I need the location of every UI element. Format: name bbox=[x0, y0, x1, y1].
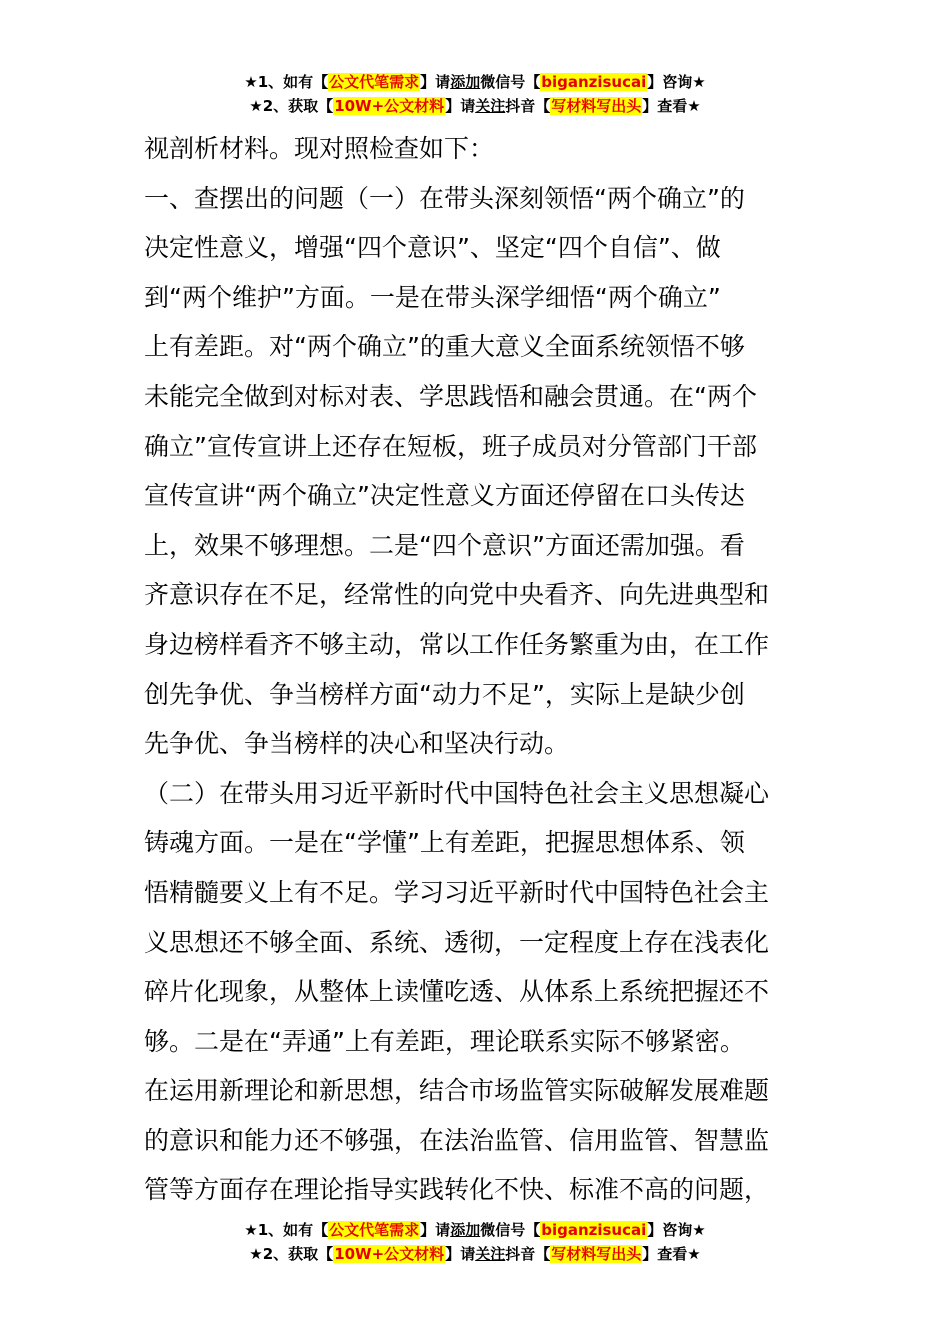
footer-banner bbox=[0, 1218, 950, 1266]
banner-text: ★2、获取【 bbox=[249, 1245, 334, 1263]
banner-highlight: 公文代笔需求 bbox=[329, 73, 420, 91]
banner-text: 】请 bbox=[420, 1221, 451, 1239]
banner-text: 】咨询★ bbox=[647, 1221, 706, 1239]
banner-text: 微信号【 bbox=[480, 1221, 541, 1239]
banner-text: 抖音【 bbox=[505, 1245, 551, 1263]
banner-highlight: 写材料写出头 bbox=[551, 1245, 642, 1263]
banner-line-2 bbox=[0, 94, 950, 118]
document-body bbox=[144, 124, 808, 1215]
text-line: 在运用新理论和新思想，结合市场监管实际破解发展难题 bbox=[144, 1076, 770, 1106]
text-line: 到“两个维护”方面。一是在带头深学细悟“两个确立” bbox=[144, 282, 721, 312]
text-line: 创先争优、争当榜样方面“动力不足”，实际上是缺少创 bbox=[144, 679, 745, 709]
banner-highlight: 公文代笔需求 bbox=[329, 1221, 420, 1239]
banner-underline: 关注 bbox=[475, 1245, 506, 1263]
banner-text: 抖音【 bbox=[505, 97, 551, 115]
text-line: 义思想还不够全面、系统、透彻，一定程度上存在浅表化 bbox=[144, 927, 770, 957]
text-line: 悟精髓要义上有不足。学习习近平新时代中国特色社会主 bbox=[144, 877, 770, 907]
text-line: 决定性意义，增强“四个意识”、坚定“四个自信”、做 bbox=[144, 233, 721, 263]
text-line: 碎片化现象，从整体上读懂吃透、从体系上系统把握还不 bbox=[144, 977, 770, 1007]
banner-underline: 添加 bbox=[450, 1221, 481, 1239]
banner-highlight: biganzisucai bbox=[541, 73, 647, 91]
banner-underline: 关注 bbox=[475, 97, 506, 115]
header-banner bbox=[0, 70, 950, 118]
banner-highlight: 写材料写出头 bbox=[551, 97, 642, 115]
banner-text: 微信号【 bbox=[480, 73, 541, 91]
banner-text: ★1、如有【 bbox=[244, 1221, 329, 1239]
text-line: 上，效果不够理想。二是“四个意识”方面还需加强。看 bbox=[144, 530, 745, 560]
text-line: 上有差距。对“两个确立”的重大意义全面系统领悟不够 bbox=[144, 332, 745, 362]
banner-highlight: 10W+公文材料 bbox=[334, 1245, 445, 1263]
text-line: 的意识和能力还不够强，在法治监管、信用监管、智慧监 bbox=[144, 1125, 770, 1155]
banner-text: 】查看★ bbox=[642, 1245, 701, 1263]
text-line: 视剖析材料。现对照检查如下： bbox=[144, 134, 495, 163]
banner-text: 】咨询★ bbox=[647, 73, 706, 91]
text-line: 铸魂方面。一是在“学懂”上有差距，把握思想体系、领 bbox=[144, 828, 745, 858]
banner-text: 】请 bbox=[445, 97, 476, 115]
text-line: 齐意识存在不足，经常性的向党中央看齐、向先进典型和 bbox=[144, 580, 770, 610]
text-line: 够。二是在“弄通”上有差距，理论联系实际不够紧密。 bbox=[144, 1026, 745, 1056]
text-line: 确立”宣传宣讲上还存在短板，班子成员对分管部门干部 bbox=[144, 431, 757, 461]
banner-underline: 添加 bbox=[450, 73, 481, 91]
text-line: 管等方面存在理论指导实践转化不快、标准不高的问题， bbox=[144, 1175, 770, 1205]
banner-line-1 bbox=[0, 70, 950, 94]
banner-highlight: 10W+公文材料 bbox=[334, 97, 445, 115]
text-line: （二）在带头用习近平新时代中国特色社会主义思想凝心 bbox=[144, 778, 770, 808]
banner-text: 】请 bbox=[445, 1245, 476, 1263]
banner-line-1 bbox=[0, 1218, 950, 1242]
text-line: 先争优、争当榜样的决心和坚决行动。 bbox=[144, 729, 570, 759]
text-line: 一、查摆出的问题（一）在带头深刻领悟“两个确立”的 bbox=[144, 183, 745, 213]
banner-highlight: biganzisucai bbox=[541, 1221, 647, 1239]
text-line: 身边榜样看齐不够主动，常以工作任务繁重为由，在工作 bbox=[144, 629, 770, 659]
banner-line-2 bbox=[0, 1242, 950, 1266]
banner-text: 】查看★ bbox=[642, 97, 701, 115]
banner-text: 】请 bbox=[420, 73, 451, 91]
banner-text: ★1、如有【 bbox=[244, 73, 329, 91]
text-line: 未能完全做到对标对表、学思践悟和融会贯通。在“两个 bbox=[144, 381, 757, 411]
banner-text: ★2、获取【 bbox=[249, 97, 334, 115]
text-line: 宣传宣讲“两个确立”决定性意义方面还停留在口头传达 bbox=[144, 481, 745, 511]
